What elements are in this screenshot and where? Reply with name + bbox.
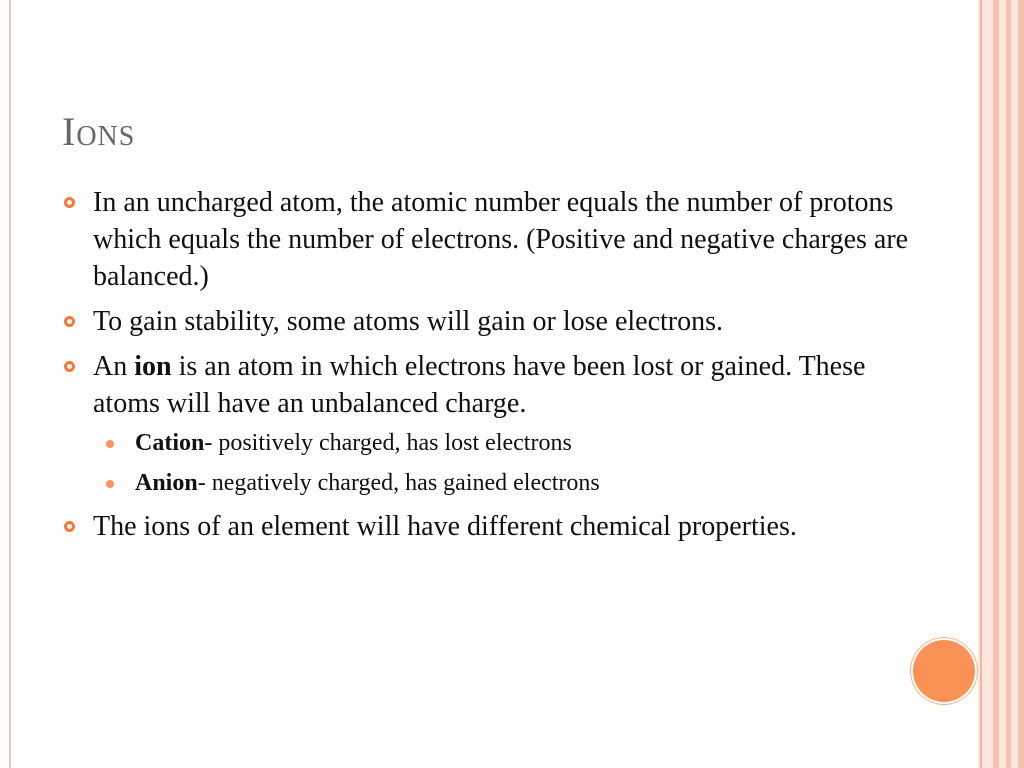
bullet-ring-icon bbox=[64, 197, 75, 208]
right-frame-line bbox=[980, 0, 982, 768]
sub-bullet-list bbox=[62, 428, 912, 498]
sub-bullet-text: - negatively charged, has gained electrons bbox=[197, 470, 600, 496]
bullet-text-suffix: is an atom in which electrons have been lost or gained. These atoms will have an unbalanced charge. bbox=[93, 351, 866, 419]
sub-bullet-term: Anion bbox=[135, 470, 198, 496]
bullet-item bbox=[62, 184, 912, 295]
bullet-item bbox=[62, 508, 912, 545]
slide-content bbox=[62, 184, 912, 553]
bullet-text: The ions of an element will have different chemical properties. bbox=[93, 511, 797, 542]
bullet-text-prefix: An bbox=[93, 351, 135, 382]
right-frame-line bbox=[1006, 0, 1011, 768]
right-frame-line bbox=[1018, 0, 1024, 768]
bullet-ring-icon bbox=[64, 316, 75, 327]
decorative-circle bbox=[913, 640, 975, 702]
sub-bullet-term: Cation bbox=[135, 430, 205, 456]
sub-bullet-item bbox=[62, 428, 912, 458]
bullet-text: To gain stability, some atoms will gain or lose electrons. bbox=[93, 306, 723, 337]
left-frame-line bbox=[9, 0, 11, 768]
sub-bullet-text: - positively charged, has lost electrons bbox=[204, 430, 572, 456]
slide-title: Ions bbox=[62, 109, 136, 154]
bullet-item bbox=[62, 303, 912, 340]
bullet-dot-icon bbox=[106, 440, 114, 448]
bullet-dot-icon bbox=[106, 480, 114, 488]
bullet-text: In an uncharged atom, the atomic number equals the number of protons which equals the number of electrons. (Positive and negative charges are balanced.) bbox=[93, 187, 909, 292]
bullet-ring-icon bbox=[64, 361, 75, 372]
bullet-ring-icon bbox=[64, 521, 75, 532]
right-frame-line bbox=[993, 0, 999, 768]
sub-bullet-item bbox=[62, 468, 912, 498]
bullet-bold-term: ion bbox=[134, 351, 172, 382]
bullet-item bbox=[62, 348, 912, 422]
